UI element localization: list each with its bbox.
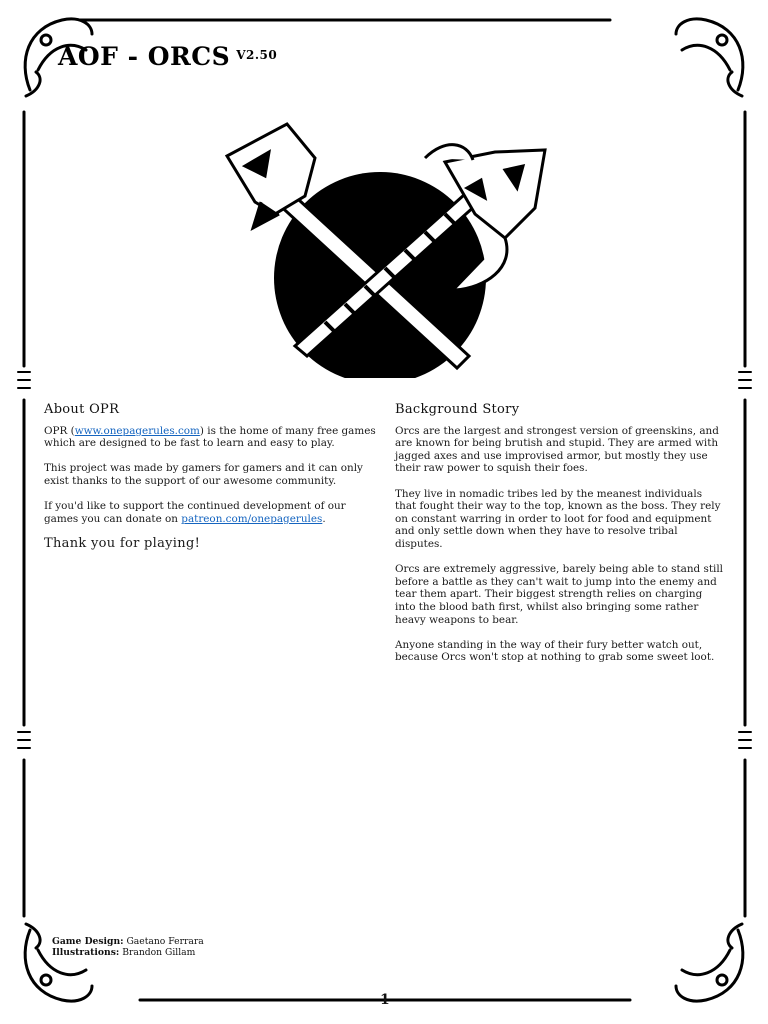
background-paragraph-3: Orcs are extremely aggressive, barely being able to stand still before a battle as they can't wait to jump into the enemy and tear them apart. Their biggest strength relies on charging into the blood bath first, whilst also bringing some rather heavy weapons to bear. <box>395 563 723 626</box>
about-paragraph-1 <box>44 425 380 450</box>
page-number: 1 <box>380 992 390 1008</box>
design-name: Gaetano Ferrara <box>126 936 204 947</box>
design-label: Game Design: <box>52 936 124 947</box>
illustrations-name: Brandon Gillam <box>122 947 196 958</box>
credit-game-design <box>52 936 204 947</box>
patreon-link[interactable]: patreon.com/onepagerules <box>181 512 323 525</box>
credits-block <box>52 936 204 958</box>
about-p1-post: ) is the home of many free games which are designed to be fast to learn and easy to play. <box>44 424 376 450</box>
about-p1-pre: OPR ( <box>44 424 75 437</box>
thanks-message: Thank you for playing! <box>44 535 201 551</box>
opr-website-link[interactable]: www.onepagerules.com <box>74 424 200 437</box>
about-p3-pre: If you'd like to support the continued development of our games you can donate on <box>44 500 346 525</box>
illustrations-label: Illustrations: <box>52 947 120 958</box>
background-paragraph-4: Anyone standing in the way of their fury better watch out, because Orcs won't stop at nothing to grab some sweet loot. <box>395 638 715 664</box>
about-heading: About OPR <box>44 402 120 417</box>
background-story-section <box>395 404 725 676</box>
about-opr-section <box>44 404 380 551</box>
background-heading: Background Story <box>395 402 520 417</box>
corner-flourish-top-right <box>676 19 743 96</box>
about-p3-post: . <box>322 512 326 525</box>
about-paragraph-2: This project was made by gamers for gamers and it can only exist thanks to the support of our awesome community. <box>44 462 363 487</box>
background-paragraph-2: They live in nomadic tribes led by the meanest individuals that fought their way to the top, known as the boss. They rely on constant warring in order to loot for food and equipment and only settle down when they have to resolve tribal disputes. <box>395 487 721 550</box>
about-paragraph-3 <box>44 500 380 525</box>
title-text: AOF - ORCS <box>58 42 231 71</box>
faction-emblem <box>205 118 565 378</box>
background-paragraph-1: Orcs are the largest and strongest version of greenskins, and are known for being brutish and stupid. They are armed with jagged axes and use improvised armor, but mostly they use their raw power to squish their foes. <box>395 424 719 475</box>
page-title <box>58 42 277 71</box>
version-label: V2.50 <box>236 48 278 62</box>
corner-flourish-bottom-right <box>676 924 743 1001</box>
credit-illustrations <box>52 947 204 958</box>
